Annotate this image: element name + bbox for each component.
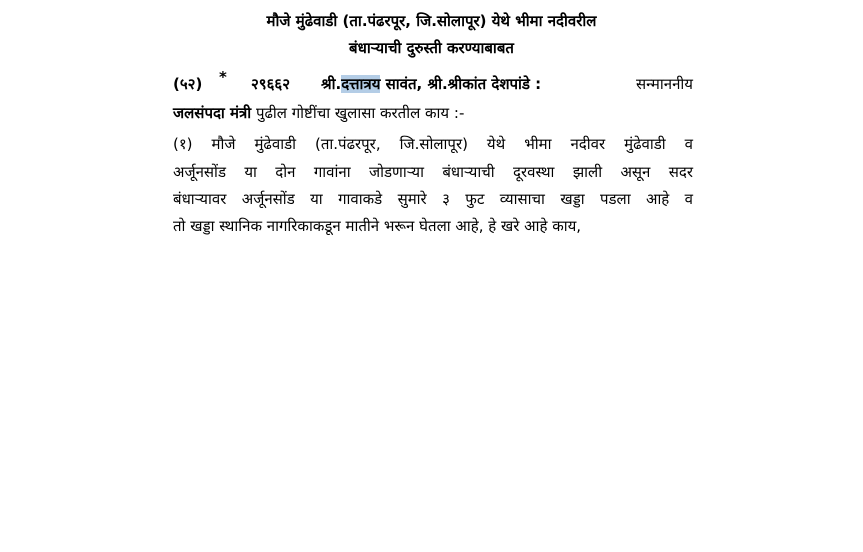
document-title-line-2: बंधाऱ्याची दुरुस्ती करण्याबाबत [349, 39, 514, 57]
question-id: २९६६२ [251, 75, 291, 93]
body-line-4: तो खड्डा स्थानिक नागरिकाकडून मातीने भरून घेतला आहे, हे खरे आहे काय, [173, 217, 582, 235]
body-line-1: (१) मौजे मुंढेवाडी (ता.पंढरपूर, जि.सोलापूर) येथे भीमा नदीवर मुंढेवाडी व [173, 135, 693, 153]
body-line-3: बंधाऱ्यावर अर्जूनसोंड या गावाकडे सुमारे ३ फुट व्यासाचा खड्डा पडला आहे व [173, 190, 693, 208]
document-title-line-1: मौजे मुंढेवाडी (ता.पंढरपूर, जि.सोलापूर) येथे भीमा नदीवरील [266, 12, 597, 30]
addressee-line [173, 103, 693, 123]
member-names: सावंत, श्री.श्रीकांत देशपांडे : [380, 75, 542, 93]
member-prefix: श्री. [321, 75, 342, 93]
addressee-minister: जलसंपदा मंत्री [173, 104, 252, 122]
starred-marker: * [219, 68, 227, 86]
addressee-text: पुढील गोष्टींचा खुलासा करतील काय :- [251, 104, 465, 122]
selected-text-highlight[interactable]: दत्तात्रय [341, 75, 381, 93]
body-line-2: अर्जूनसोंड या दोन गावांना जोडणाऱ्या बंधाऱ्याची दूरवस्था झाली असून सदर [173, 163, 693, 181]
salutation: सन्माननीय [635, 75, 693, 93]
question-number: (५२) [173, 75, 203, 93]
question-header [173, 68, 693, 94]
